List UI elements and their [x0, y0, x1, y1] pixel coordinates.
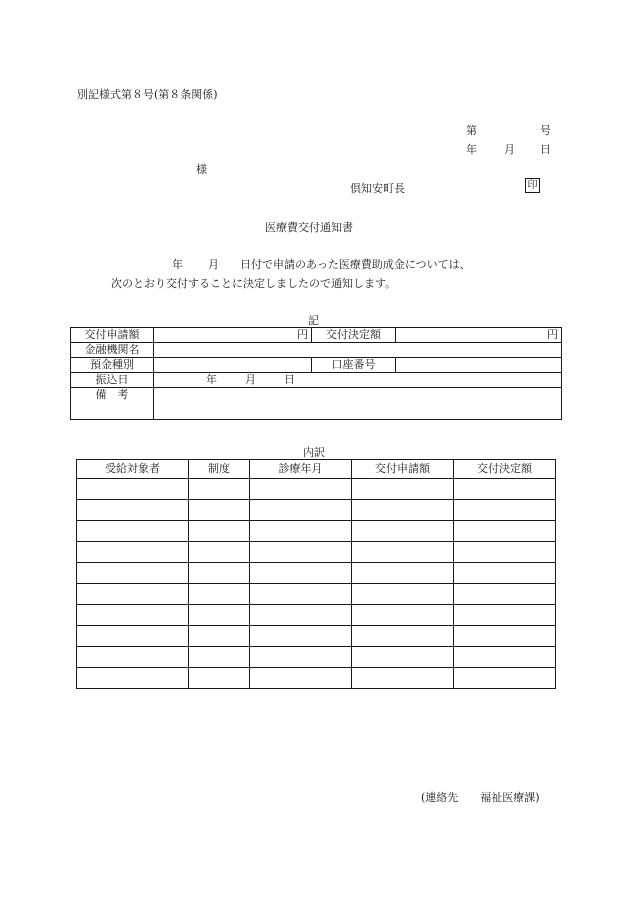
breakdown-cell [250, 479, 352, 500]
col-system: 制度 [189, 460, 250, 479]
recipient-honorific: 様 [196, 163, 207, 176]
breakdown-cell [189, 500, 250, 521]
breakdown-cell [77, 542, 189, 563]
transfer-date-label: 振込日 [71, 373, 154, 388]
breakdown-cell [454, 668, 556, 689]
col-treatment-month: 診療年月 [250, 460, 352, 479]
breakdown-cell [77, 479, 189, 500]
breakdown-cell [77, 647, 189, 668]
breakdown-cell [250, 647, 352, 668]
breakdown-cell [250, 500, 352, 521]
number-suffix: 号 [540, 124, 551, 137]
breakdown-cell [189, 584, 250, 605]
breakdown-cell [352, 521, 454, 542]
document-title: 医療費交付通知書 [265, 221, 353, 234]
breakdown-cell [189, 479, 250, 500]
breakdown-row [77, 521, 556, 542]
breakdown-cell [352, 563, 454, 584]
breakdown-cell [352, 542, 454, 563]
breakdown-cell [454, 521, 556, 542]
decided-amount-label: 交付決定額 [312, 328, 396, 343]
breakdown-cell [77, 626, 189, 647]
body-line1: 日付で申請のあった医療費助成金については、 [240, 258, 471, 271]
breakdown-cell [352, 605, 454, 626]
application-amount-yen: 円 [154, 328, 312, 343]
breakdown-cell [454, 500, 556, 521]
deposit-row [71, 358, 562, 373]
breakdown-cell [454, 626, 556, 647]
breakdown-cell [352, 647, 454, 668]
body-year: 年 [172, 258, 183, 271]
breakdown-cell [250, 605, 352, 626]
account-number-label: 口座番号 [312, 358, 396, 373]
breakdown-cell [189, 626, 250, 647]
transfer-month: 月 [245, 373, 256, 386]
breakdown-cell [189, 647, 250, 668]
breakdown-cell [189, 605, 250, 626]
issuer-name: 倶知安町長 [350, 182, 405, 195]
official-seal [525, 178, 540, 193]
transfer-day: 日 [284, 373, 295, 386]
application-amount-row [71, 328, 562, 343]
seal-mark: 印 [525, 178, 540, 193]
breakdown-cell [352, 668, 454, 689]
breakdown-row [77, 626, 556, 647]
breakdown-row [77, 479, 556, 500]
breakdown-cell [454, 647, 556, 668]
breakdown-cell [454, 563, 556, 584]
body-line2: 次のとおり交付することに決定しましたので通知します。 [111, 277, 397, 290]
application-amount-label: 交付申請額 [71, 328, 154, 343]
remarks-value [154, 388, 562, 420]
breakdown-row [77, 563, 556, 584]
breakdown-header-row [77, 460, 556, 479]
breakdown-table [76, 459, 556, 689]
breakdown-cell [250, 542, 352, 563]
breakdown-cell [189, 668, 250, 689]
breakdown-cell [77, 584, 189, 605]
breakdown-body [77, 479, 556, 689]
breakdown-cell [250, 521, 352, 542]
ki-heading: 記 [308, 314, 319, 327]
breakdown-cell [77, 668, 189, 689]
breakdown-cell [352, 500, 454, 521]
breakdown-row [77, 542, 556, 563]
body-month: 月 [208, 258, 219, 271]
breakdown-row [77, 584, 556, 605]
breakdown-cell [77, 500, 189, 521]
date-month: 月 [504, 143, 515, 156]
breakdown-cell [454, 542, 556, 563]
breakdown-row [77, 668, 556, 689]
breakdown-cell [352, 626, 454, 647]
breakdown-title: 内訳 [303, 446, 325, 459]
col-recipient: 受給対象者 [77, 460, 189, 479]
institution-value [154, 343, 562, 358]
remarks-row [71, 388, 562, 420]
breakdown-cell [454, 584, 556, 605]
date-year: 年 [466, 143, 477, 156]
breakdown-cell [250, 626, 352, 647]
col-application-amount: 交付申請額 [352, 460, 454, 479]
breakdown-cell [189, 521, 250, 542]
breakdown-cell [77, 563, 189, 584]
date-day: 日 [540, 143, 551, 156]
breakdown-cell [250, 563, 352, 584]
breakdown-cell [189, 563, 250, 584]
form-id: 別記様式第８号(第８条関係) [77, 88, 218, 101]
transfer-date-value [154, 373, 562, 388]
breakdown-cell [454, 605, 556, 626]
institution-row [71, 343, 562, 358]
breakdown-cell [77, 605, 189, 626]
number-prefix: 第 [466, 124, 477, 137]
transfer-year: 年 [206, 373, 217, 386]
col-decided-amount: 交付決定額 [454, 460, 556, 479]
transfer-date-row [71, 373, 562, 388]
breakdown-cell [250, 584, 352, 605]
breakdown-cell [250, 668, 352, 689]
contact-info: (連絡先 福祉医療課) [421, 791, 540, 804]
breakdown-row [77, 605, 556, 626]
deposit-type-value [154, 358, 312, 373]
breakdown-cell [352, 584, 454, 605]
institution-label: 金融機関名 [71, 343, 154, 358]
breakdown-row [77, 500, 556, 521]
payment-info-table [70, 327, 562, 420]
remarks-label: 備 考 [71, 388, 154, 420]
breakdown-cell [454, 479, 556, 500]
decided-amount-yen: 円 [396, 328, 562, 343]
breakdown-cell [77, 521, 189, 542]
breakdown-row [77, 647, 556, 668]
breakdown-cell [352, 479, 454, 500]
account-number-value [396, 358, 562, 373]
deposit-type-label: 預金種別 [71, 358, 154, 373]
breakdown-cell [189, 542, 250, 563]
